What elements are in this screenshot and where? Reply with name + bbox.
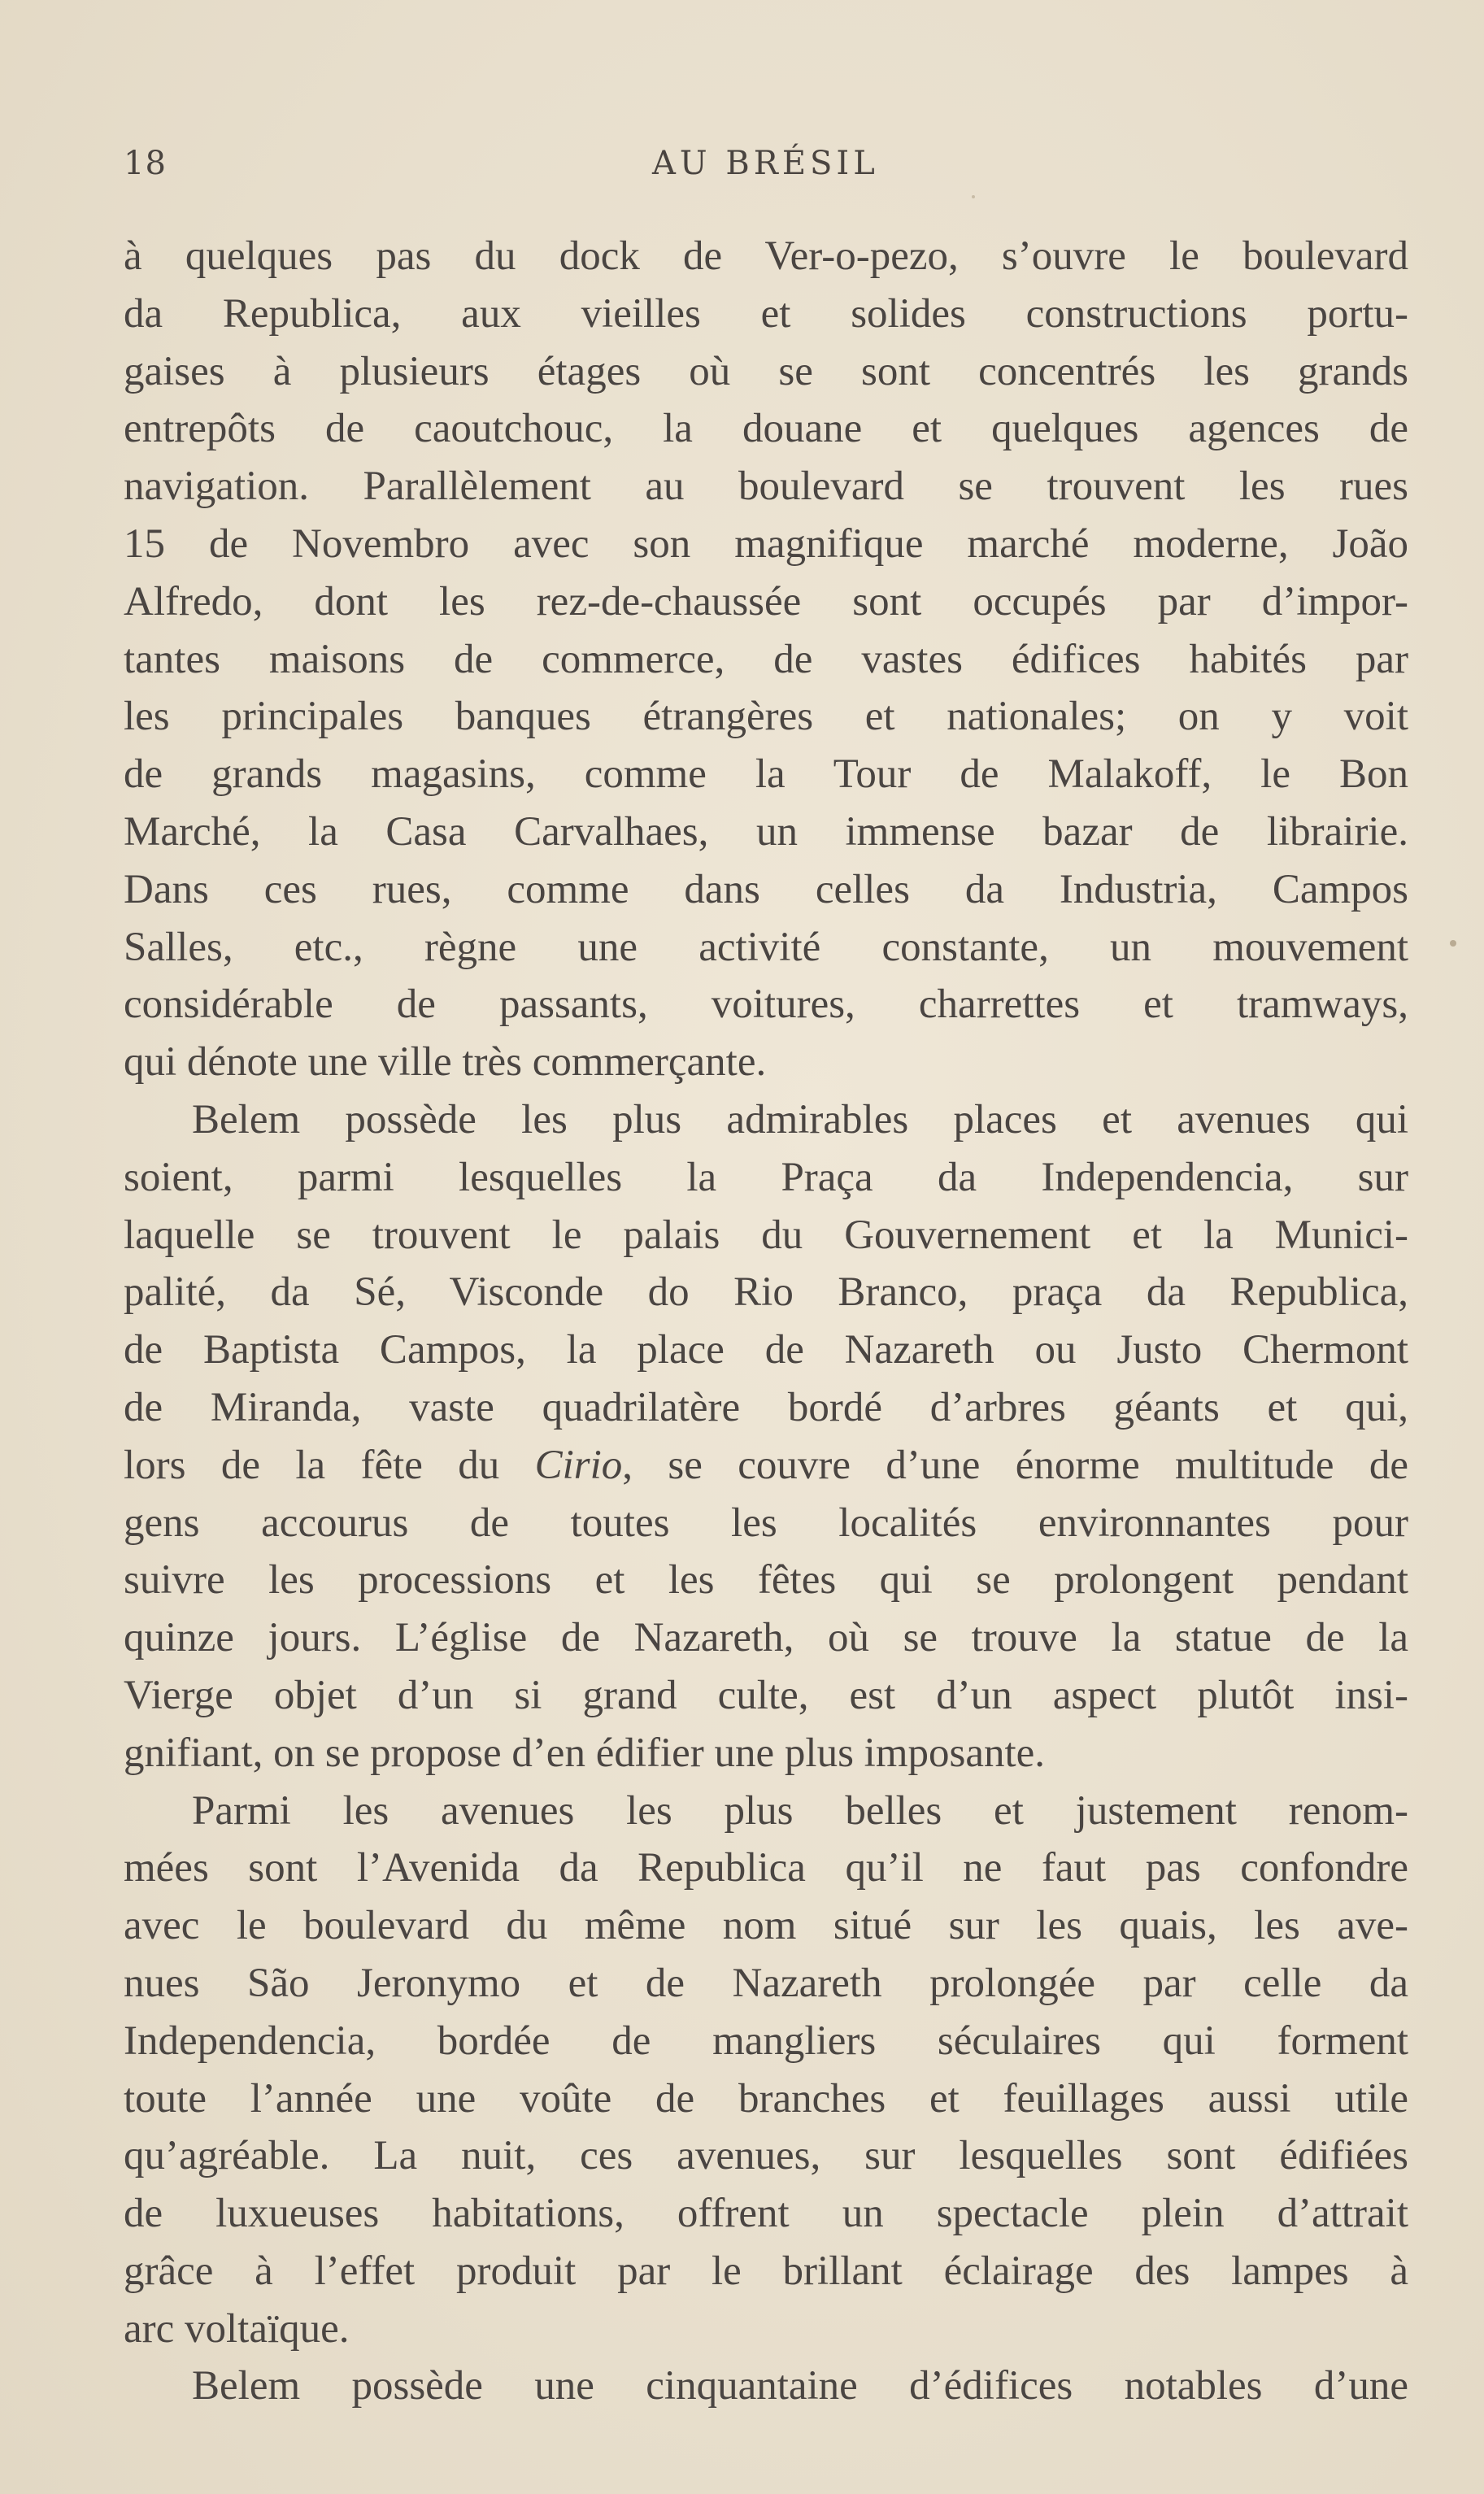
text-line: gnifiant, on se propose d’en édifier une plus imposante. xyxy=(124,1730,1046,1776)
text-line: à quelques pas du dock de Ver-o-pezo, s’ouvre le boulevard xyxy=(124,233,1408,279)
text-line: grâce à l’effet produit par le brillant éclairage des lampes à xyxy=(124,2248,1408,2294)
text-line: entrepôts de caoutchouc, la douane et quelques agences de xyxy=(124,406,1408,452)
text-line: de Baptista Campos, la place de Nazareth ou Justo Chermont xyxy=(124,1327,1408,1373)
text-line: lors de la fête du Cirio, se couvre d’une énorme multitude de xyxy=(124,1442,1409,1488)
text-line: gaises à plusieurs étages où se sont concentrés les grands xyxy=(124,348,1408,394)
text-line: Parmi les avenues les plus belles et justement renom- xyxy=(192,1787,1408,1834)
text-line: 15 de Novembro avec son magnifique marché moderne, João xyxy=(124,520,1408,567)
page-header xyxy=(124,145,1408,194)
text-line: Salles, etc., règne une activité constante, un mouvement xyxy=(124,924,1408,970)
text-line: quinze jours. L’église de Nazareth, où se trouve la statue de la xyxy=(124,1615,1408,1661)
text-line: Belem possède une cinquantaine d’édifices notables d’une xyxy=(192,2363,1408,2409)
text-line: les principales banques étrangères et nationales; on y voit xyxy=(124,694,1408,740)
text-line: tantes maisons de commerce, de vastes édifices habités par xyxy=(124,636,1408,682)
text-line: considérable de passants, voitures, charrettes et tramways, xyxy=(124,981,1408,1028)
text-line: Dans ces rues, comme dans celles da Industria, Campos xyxy=(124,866,1408,912)
paper-speck xyxy=(1450,940,1456,947)
page-number: 18 xyxy=(124,145,167,182)
text-line: Independencia, bordée de mangliers séculaires qui forment xyxy=(124,2017,1408,2064)
body-text xyxy=(124,228,1408,2415)
text-line: Alfredo, dont les rez-de-chaussée sont occupés par d’impor- xyxy=(124,578,1408,625)
text-line: Belem possède les plus admirables places et avenues qui xyxy=(192,1096,1408,1143)
text-line: Vierge objet d’un si grand culte, est d’un aspect plutôt insi- xyxy=(124,1672,1408,1718)
text-line: avec le boulevard du même nom situé sur les quais, les ave- xyxy=(124,1903,1408,1949)
text-line: qui dénote une ville très commerçante. xyxy=(124,1039,767,1086)
text-line: mées sont l’Avenida da Republica qu’il ne faut pas confondre xyxy=(124,1845,1408,1891)
text-line: nues São Jeronymo et de Nazareth prolongée par celle da xyxy=(124,1960,1408,2006)
text-line: de grands magasins, comme la Tour de Malakoff, le Bon xyxy=(124,751,1408,798)
text-line: de Miranda, vaste quadrilatère bordé d’arbres géants et qui, xyxy=(124,1384,1408,1430)
text-line: laquelle se trouvent le palais du Gouvernement et la Munici- xyxy=(124,1212,1408,1258)
text-line: palité, da Sé, Visconde do Rio Branco, praça da Republica, xyxy=(124,1269,1408,1316)
text-line: soient, parmi lesquelles la Praça da Independencia, sur xyxy=(124,1154,1408,1200)
text-line: toute l’année une voûte de branches et feuillages aussi utile xyxy=(124,2075,1408,2122)
text-line: qu’agréable. La nuit, ces avenues, sur lesquelles sont édifiées xyxy=(124,2133,1408,2179)
text-line: suivre les processions et les fêtes qui se prolongent pendant xyxy=(124,1557,1408,1604)
text-line: Marché, la Casa Carvalhaes, un immense bazar de librairie. xyxy=(124,808,1408,855)
running-head: AU BRÉSIL xyxy=(652,145,879,182)
text-line: da Republica, aux vieilles et solides constructions portu- xyxy=(124,290,1408,337)
italic-word: Cirio xyxy=(534,1442,623,1488)
text-line: navigation. Parallèlement au boulevard se trouvent les rues xyxy=(124,464,1408,510)
text-line: de luxueuses habitations, offrent un spectacle plein d’attrait xyxy=(124,2191,1408,2237)
text-line: gens accourus de toutes les localités environnantes pour xyxy=(124,1499,1408,1546)
text-line: arc voltaïque. xyxy=(124,2305,350,2352)
paper-speck xyxy=(972,195,975,198)
